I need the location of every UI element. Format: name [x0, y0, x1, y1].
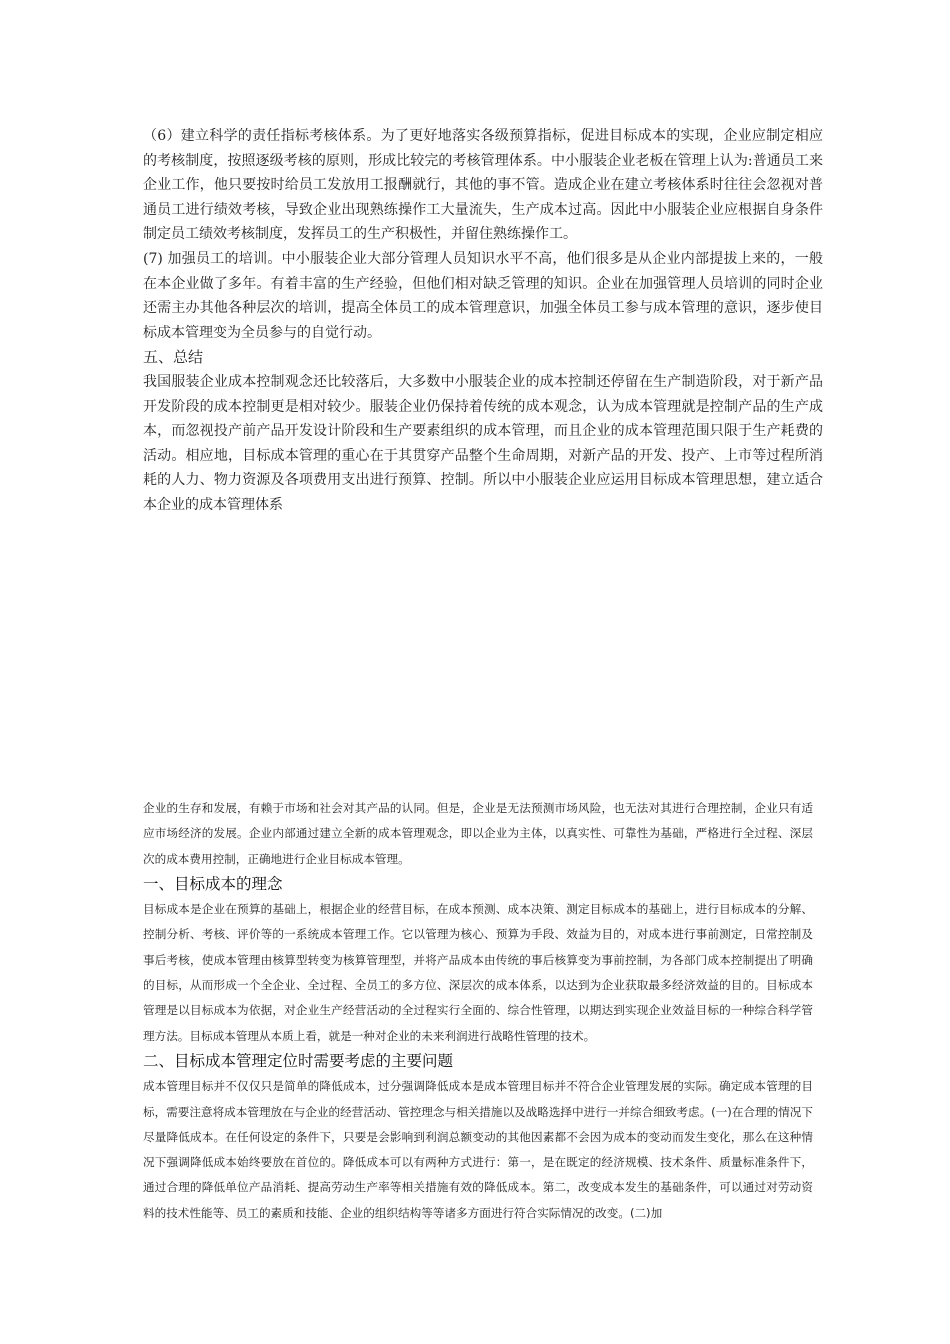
paragraph-6: （6）建立科学的责任指标考核体系。为了更好地落实各级预算指标，促进目标成本的实现，企业应制定相应的考核制度，按照逐级考核的原则，形成比较完的考核管理体系。中小服装企业老板在管理上认为:普通员工来企业工作，他只要按时给员工发放用工报酬就行，其他的事不管。造成企业在建立考核体系时往往会忽视对普通员工进行绩效考核，导致企业出现熟练操作工大量流失，生产成本过高。因此中小服装企业应根据自身条件制定员工绩效考核制度，发挥员工的生产积极性，并留住熟练操作工。 [143, 128, 823, 243]
intro-paragraph: 企业的生存和发展，有赖于市场和社会对其产品的认同。但是，企业是无法预测市场风险，也无法对其进行合理控制，企业只有适应市场经济的发展。企业内部通过建立全新的成本管理观念，即以企业为主体，以真实性、可靠性为基础，严格进行全过程、深层次的成本费用控制，正确地进行企业目标成本管理。 [143, 801, 813, 866]
section-heading-1: 一、目标成本的理念 [143, 874, 283, 893]
top-text-block [143, 124, 823, 518]
paragraph-7: (7) 加强员工的培训。中小服装企业大部分管理人员知识水平不高，他们很多是从企业内部提拔上来的，一般在本企业做了多年。有着丰富的生产经验，但他们相对缺乏管理的知识。企业在加强管理人员培训的同时企业还需主办其他各种层次的培训，提高全体员工的成本管理意识，加强全体员工参与成本管理的意识，逐步使目标成本管理变为全员参与的自觉行动。 [143, 250, 823, 341]
bottom-text-block [143, 796, 813, 1226]
paragraph-positioning-issues: 成本管理目标并不仅仅只是简单的降低成本，过分强调降低成本是成本管理目标并不符合企业管理发展的实际。确定成本管理的目标，需要注意将成本管理放在与企业的经营活动、管控理念与相关措施以及战略选择中进行一并综合细致考虑。(一)在合理的情况下尽量降低成本。在任何设定的条件下，只要是会影响到利润总额变动的其他因素都不会因为成本的变动而发生变化，那么在这种情况下强调降低成本始终要放在首位的。降低成本可以有两种方式进行：第一，是在既定的经济规模、技术条件、质量标准条件下，通过合理的降低单位产品消耗、提高劳动生产率等相关措施有效的降低成本。第二，改变成本发生的基础条件，可以通过对劳动资料的技术性能等、员工的素质和技能、企业的组织结构等等诸多方面进行符合实际情况的改变。(二)加 [143, 1079, 813, 1220]
paragraph-target-cost-concept: 目标成本是企业在预算的基础上，根据企业的经营目标，在成本预测、成本决策、测定目标成本的基础上，进行目标成本的分解、控制分析、考核、评价等的一系统成本管理工作。它以管理为核心、预算为手段、效益为目的，对成本进行事前测定，日常控制及事后考核，使成本管理由核算型转变为核算管理型，并将产品成本由传统的事后核算变为事前控制，为各部门成本控制提出了明确的目标，从而形成一个全企业、全过程、全员工的多方位、深层次的成本体系，以达到为企业获取最多经济效益的目的。目标成本管理是以目标成本为依据，对企业生产经营活动的全过程实行全面的、综合性管理，以期达到实现企业效益目标的一种综合科学管理方法。目标成本管理从本质上看，就是一种对企业的未来利润进行战略性管理的技术。 [143, 902, 813, 1043]
section-heading-summary: 五、总结 [143, 348, 204, 367]
section-heading-2: 二、目标成本管理定位时需要考虑的主要问题 [143, 1051, 454, 1070]
summary-paragraph: 我国服装企业成本控制观念还比较落后，大多数中小服装企业的成本控制还停留在生产制造阶段，对于新产品开发阶段的成本控制更是相对较少。服装企业仍保持着传统的成本观念，认为成本管理就是控制产品的生产成本，而忽视投产前产品开发设计阶段和生产要素组织的成本管理，而且企业的成本管理范围只限于生产耗费的活动。相应地，目标成本管理的重心在于其贯穿产品整个生命周期，对新产品的开发、投产、上市等过程所消耗的人力、物力资源及各项费用支出进行预算、控制。所以中小服装企业应运用目标成本管理思想，建立适合本企业的成本管理体系 [143, 373, 823, 513]
